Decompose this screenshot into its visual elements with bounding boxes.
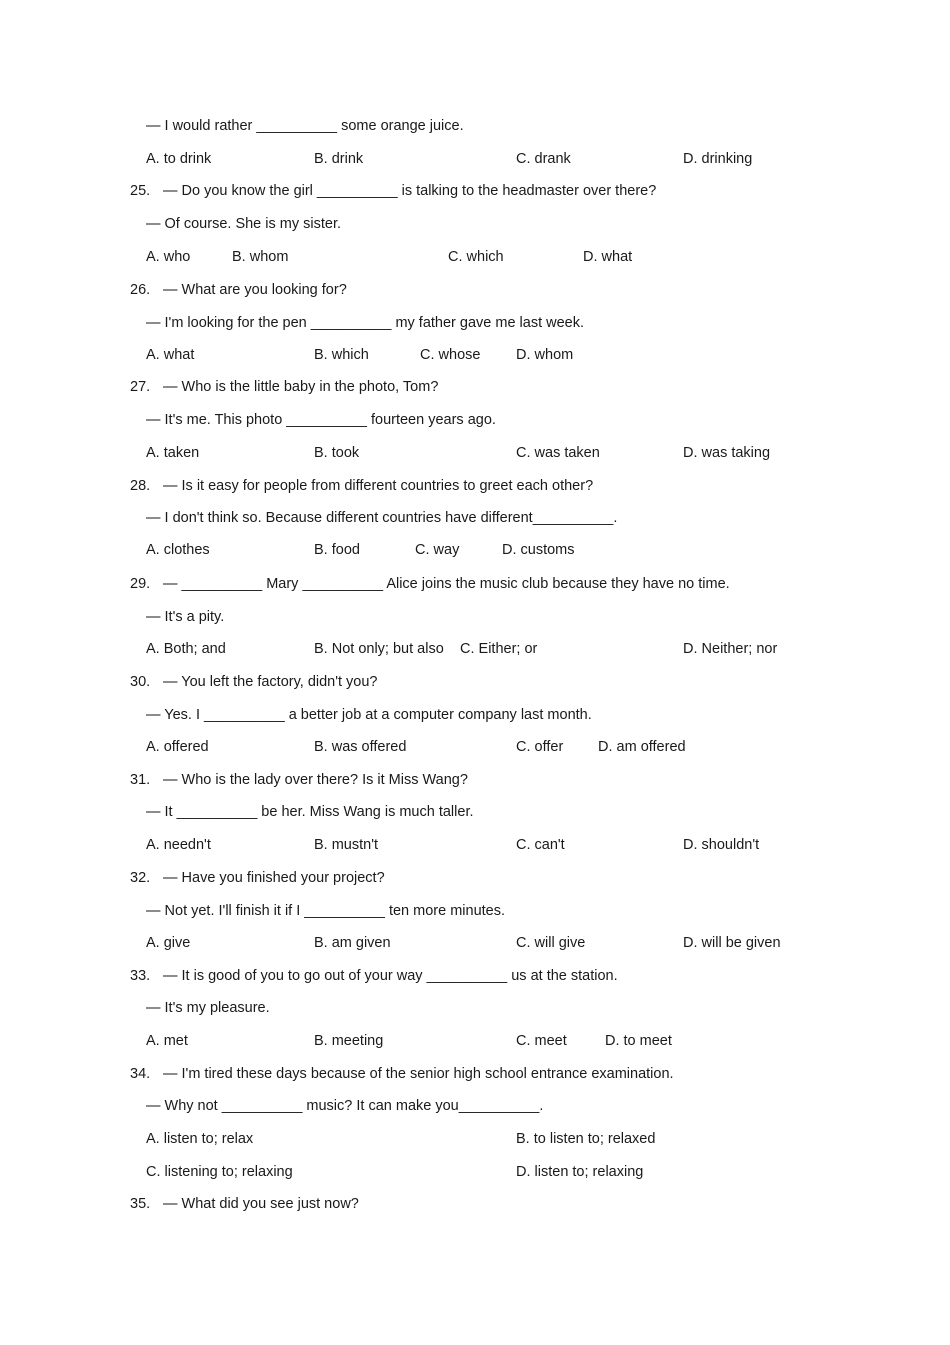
q25-option-c: C. which <box>448 249 504 265</box>
q32-option-b: B. am given <box>314 935 391 951</box>
q32-reply: — Not yet. I'll finish it if I __________ ten more minutes. <box>146 903 506 919</box>
q26-question: — What are you looking for? <box>163 282 347 298</box>
q26-option-b: B. which <box>314 347 369 363</box>
q29-option-a: A. Both; and <box>146 641 226 657</box>
q26-number: 26. <box>130 282 151 298</box>
q34-number: 34. <box>130 1066 151 1082</box>
q26-option-a: A. what <box>146 347 195 363</box>
q27-option-c: C. was taken <box>516 445 600 461</box>
q34-option-d: D. listen to; relaxing <box>516 1164 644 1180</box>
q28-reply: — I don't think so. Because different countries have different__________. <box>146 510 618 526</box>
q24-option-c: C. drank <box>516 151 571 167</box>
q29-reply: — It's a pity. <box>146 609 225 625</box>
q34-reply: — Why not __________ music? It can make you__________. <box>146 1098 544 1114</box>
q35-number: 35. <box>130 1196 151 1212</box>
q28-number: 28. <box>130 478 151 494</box>
q34-option-c: C. listening to; relaxing <box>146 1164 293 1180</box>
q29-option-d: D. Neither; nor <box>683 641 778 657</box>
q26-option-c: C. whose <box>420 347 481 363</box>
q25-option-a: A. who <box>146 249 191 265</box>
q28-option-a: A. clothes <box>146 542 210 558</box>
q27-option-b: B. took <box>314 445 360 461</box>
q34-option-b: B. to listen to; relaxed <box>516 1131 656 1147</box>
q32-option-d: D. will be given <box>683 935 781 951</box>
q32-number: 32. <box>130 870 151 886</box>
q29-number: 29. <box>130 576 151 592</box>
q34-option-a: A. listen to; relax <box>146 1131 254 1147</box>
q27-reply: — It's me. This photo __________ fourteen years ago. <box>146 412 496 428</box>
q28-option-c: C. way <box>415 542 460 558</box>
q30-option-b: B. was offered <box>314 739 407 755</box>
q33-option-a: A. met <box>146 1033 188 1049</box>
q30-number: 30. <box>130 674 151 690</box>
q29-question: — __________ Mary __________ Alice joins the music club because they have no time. <box>163 576 730 592</box>
q31-option-b: B. mustn't <box>314 837 379 853</box>
q33-option-b: B. meeting <box>314 1033 384 1049</box>
q31-question: — Who is the lady over there? Is it Miss Wang? <box>163 772 468 788</box>
q27-option-a: A. taken <box>146 445 200 461</box>
q33-question: — It is good of you to go out of your way __________ us at the station. <box>163 968 618 984</box>
q30-option-a: A. offered <box>146 739 209 755</box>
q31-option-c: C. can't <box>516 837 565 853</box>
q30-option-c: C. offer <box>516 739 564 755</box>
q27-question: — Who is the little baby in the photo, Tom? <box>163 379 439 395</box>
q29-option-c: C. Either; or <box>460 641 538 657</box>
q24-option-b: B. drink <box>314 151 364 167</box>
q30-question: — You left the factory, didn't you? <box>163 674 378 690</box>
q32-option-c: C. will give <box>516 935 586 951</box>
q35-question: — What did you see just now? <box>163 1196 359 1212</box>
q31-option-a: A. needn't <box>146 837 211 853</box>
q31-reply: — It __________ be her. Miss Wang is much taller. <box>146 804 474 820</box>
q28-question: — Is it easy for people from different countries to greet each other? <box>163 478 594 494</box>
q24-option-d: D. drinking <box>683 151 753 167</box>
q25-question: — Do you know the girl __________ is talking to the headmaster over there? <box>163 183 657 199</box>
q24-reply: — I would rather __________ some orange juice. <box>146 118 464 134</box>
q25-reply: — Of course. She is my sister. <box>146 216 341 232</box>
q34-question: — I'm tired these days because of the senior high school entrance examination. <box>163 1066 674 1082</box>
q27-number: 27. <box>130 379 151 395</box>
q33-number: 33. <box>130 968 151 984</box>
q29-option-b: B. Not only; but also <box>314 641 444 657</box>
q33-option-d: D. to meet <box>605 1033 672 1049</box>
q32-option-a: A. give <box>146 935 191 951</box>
q25-number: 25. <box>130 183 151 199</box>
q26-option-d: D. whom <box>516 347 574 363</box>
q28-option-d: D. customs <box>502 542 575 558</box>
q26-reply: — I'm looking for the pen __________ my father gave me last week. <box>146 315 585 331</box>
q30-reply: — Yes. I __________ a better job at a computer company last month. <box>146 707 592 723</box>
q33-option-c: C. meet <box>516 1033 567 1049</box>
q32-question: — Have you finished your project? <box>163 870 385 886</box>
q27-option-d: D. was taking <box>683 445 771 461</box>
q31-number: 31. <box>130 772 151 788</box>
q24-option-a: A. to drink <box>146 151 212 167</box>
q33-reply: — It's my pleasure. <box>146 1000 270 1016</box>
q31-option-d: D. shouldn't <box>683 837 760 853</box>
q30-option-d: D. am offered <box>598 739 686 755</box>
q28-option-b: B. food <box>314 542 360 558</box>
q25-option-b: B. whom <box>232 249 289 265</box>
q25-option-d: D. what <box>583 249 633 265</box>
